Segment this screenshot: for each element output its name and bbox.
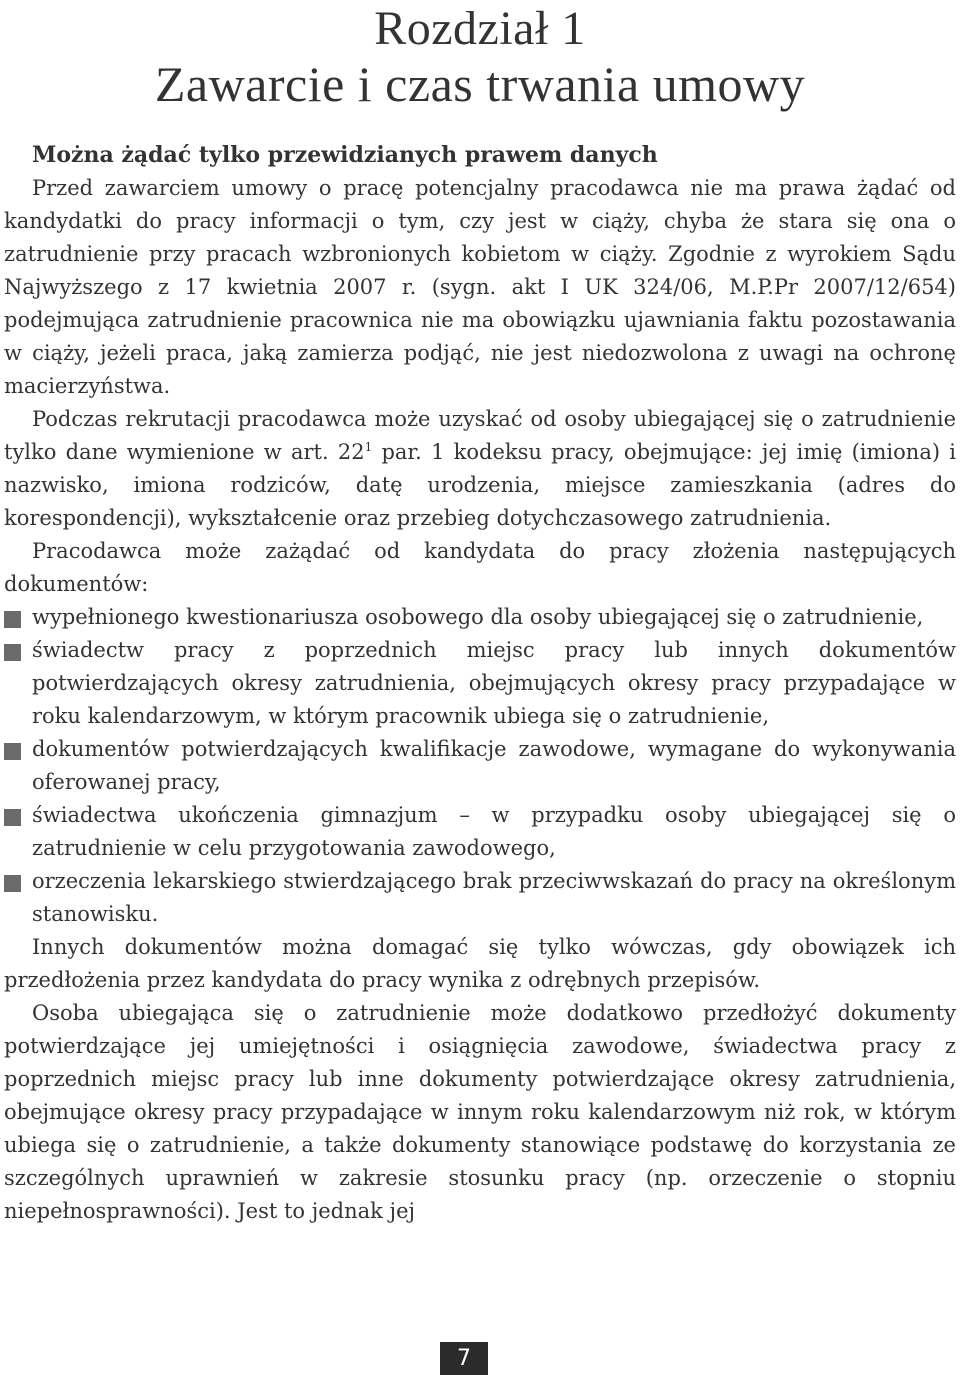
- paragraph-additional-documents: Osoba ubiegająca się o zatrudnienie może dodatkowo przedłożyć dokumenty potwierdzające jej umiejętności i osiągnięcia zawodowe, świadectwa pracy z poprzednich miejsc pracy lub inne dokumenty potwierdzające okresy zatrudnienia, obejmujące okresy pracy przypadające w innym roku kalendarzowym niż rok, w którym ubiega się o zatrudnienie, a także dokumenty stanowiące podstawę do korzystania ze szczególnych uprawnień w zakresie stosunku pracy (np. orzeczenie o stopniu niepełnosprawności). Jest to jednak jej: [4, 1001, 956, 1223]
- list-item-text: dokumentów potwierdzających kwalifikacje zawodowe, wymagane do wykonywania oferowanej pracy,: [32, 737, 956, 794]
- square-bullet-icon: [4, 611, 21, 628]
- list-item: [4, 634, 956, 733]
- list-item-text: orzeczenia lekarskiego stwierdzającego brak przeciwwskazań do pracy na określonym stanowisku.: [32, 869, 956, 926]
- article-superscript: 1: [364, 440, 373, 454]
- list-item: [4, 601, 956, 634]
- chapter-title: Zawarcie i czas trwania umowy: [154, 56, 806, 112]
- list-item: [4, 733, 956, 799]
- paragraph-pregnancy: Przed zawarciem umowy o pracę potencjalny pracodawca nie ma prawa żądać od kandydatki do pracy informacji o tym, czy jest w ciąży, chyba że stara się ona o zatrudnienie przy pracach wzbronionych kobietom w ciąży. Zgodnie z wyrokiem Sądu Najwyższego z 17 kwietnia 2007 r. (sygn. akt I UK 324/06, M.P.Pr 2007/12/654) podejmująca zatrudnienie pracownica nie ma obowiązku ujawniania faktu pozostawania w ciąży, jeżeli praca, jaką zamierza podjąć, nie jest niedozwolona z uwagi na ochronę macierzyństwa.: [4, 176, 956, 398]
- paragraph-recruitment-data: [4, 403, 956, 535]
- page-number: 7: [440, 1342, 488, 1375]
- square-bullet-icon: [4, 809, 21, 826]
- paragraph-recruitment-data-end: par. 1 kodeksu pracy, obejmujące: jej imię (imiona) i nazwisko, imiona rodziców, datę urodzenia, miejsce zamieszkania (adres do korespondencji), wykształcenie oraz przebieg dotychczasowego zatrudnienia.: [4, 440, 956, 530]
- list-item: [4, 865, 956, 931]
- documents-list: [4, 601, 956, 931]
- square-bullet-icon: [4, 743, 21, 760]
- section-heading: Można żądać tylko przewidzianych prawem danych: [32, 142, 658, 168]
- paragraph-other-documents: Innych dokumentów można domagać się tylko wówczas, gdy obowiązek ich przedłożenia przez kandydata do pracy wynika z odrębnych przepisów.: [4, 935, 956, 992]
- square-bullet-icon: [4, 875, 21, 892]
- square-bullet-icon: [4, 644, 21, 661]
- list-item-text: wypełnionego kwestionariusza osobowego dla osoby ubiegającej się o zatrudnienie,: [32, 605, 924, 629]
- paragraph-recruitment-data-start: Podczas rekrutacji pracodawca może uzyskać od osoby ubiegającej się o zatrudnienie tylko dane wymienione w art. 22: [4, 407, 956, 464]
- list-item-text: świadectwa ukończenia gimnazjum – w przypadku osoby ubiegającej się o zatrudnienie w celu przygotowania zawodowego,: [32, 803, 956, 860]
- list-item-text: świadectw pracy z poprzednich miejsc pracy lub innych dokumentów potwierdzających okresy zatrudnienia, obejmujących okresy pracy przypadające w roku kalendarzowym, w którym pracownik ubiega się o zatrudnienie,: [32, 638, 956, 728]
- paragraph-documents-intro: Pracodawca może zażądać od kandydata do pracy złożenia następujących dokumentów:: [4, 539, 956, 596]
- chapter-content: [4, 138, 956, 1228]
- chapter-heading: [4, 0, 956, 112]
- list-item: [4, 799, 956, 865]
- chapter-number: Rozdział 1: [374, 2, 586, 55]
